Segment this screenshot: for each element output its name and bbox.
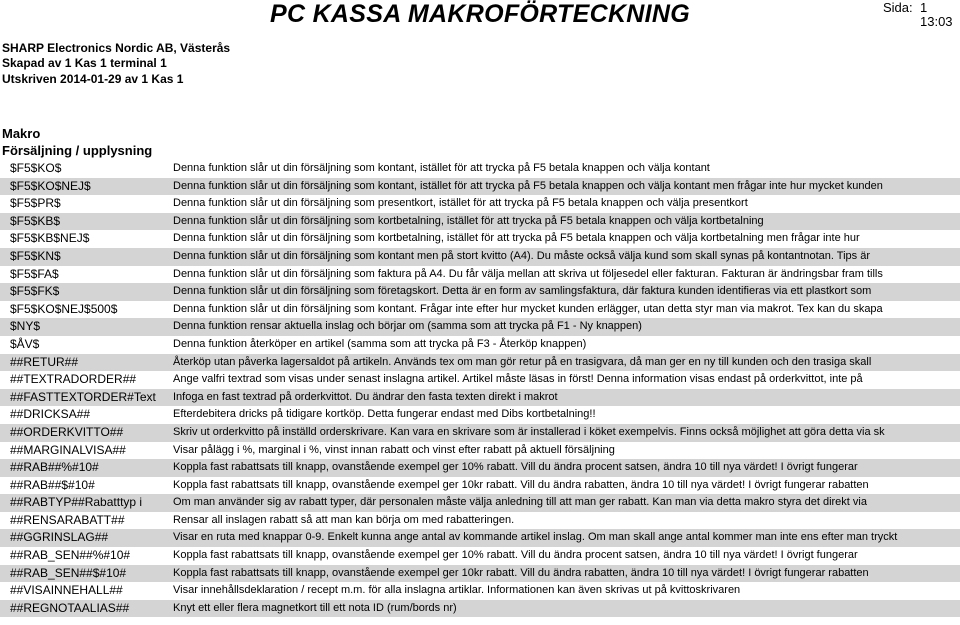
section-title: Makro [2, 126, 41, 141]
page-number: 1 [920, 0, 928, 15]
table-row [0, 160, 960, 178]
macro-description: Knyt ett eller flera magnetkort till ett nota ID (rum/bords nr) [173, 601, 457, 614]
macro-description: Koppla fast rabattsats till knapp, ovanstående exempel ger 10% rabatt. Vill du ändra procent satsen, ändra 10 till nya värdet! I övrigt fungerar [173, 549, 858, 562]
macro-code: ##FASTTEXTORDER#Text [10, 389, 156, 404]
macro-description: Skriv ut orderkvitto på inställd orderskrivare. Kan vara en skrivare som är installerad i köket exempelvis. Finns också möjlighet att göra detta via sk [173, 425, 885, 438]
macro-code: ##TEXTRADORDER## [10, 372, 137, 387]
macro-code: ##RETUR## [10, 354, 79, 369]
table-row [0, 512, 960, 530]
macro-description: Denna funktion återköper en artikel (samma som att trycka på F3 - Återköp knappen) [173, 337, 587, 350]
table-row [0, 213, 960, 231]
macro-table [0, 160, 960, 617]
macro-code: ##RAB_SEN##%#10# [10, 548, 131, 563]
table-row [0, 582, 960, 600]
macro-code: ##RAB##%#10# [10, 460, 99, 475]
macro-description: Denna funktion slår ut din försäljning som kontant. Frågar inte efter hur mycket kunden erlägger, utan detta styr man via makrot. Tex kan du skapa [173, 302, 883, 315]
macro-description: Koppla fast rabattsats till knapp, ovanstående exempel ger 10% rabatt. Vill du ändra procent satsen, ändra 10 till nya värdet! I övrigt fungerar [173, 461, 858, 474]
macro-description: Denna funktion rensar aktuella inslag och börjar om (samma som att trycka på F1 - Ny knappen) [173, 320, 642, 333]
macro-code: ##RABTYP##Rabatttyp i [10, 495, 143, 510]
macro-code: ##RAB##$#10# [10, 477, 95, 492]
report-title: PC KASSA MAKROFÖRTECKNING [270, 0, 691, 28]
macro-description: Denna funktion slår ut din försäljning som kortbetalning, istället för att trycka på F5 betala knappen och välja kortbetalning [173, 214, 764, 227]
macro-description: Visar en ruta med knappar 0-9. Enkelt kunna ange antal av kommande artikel inslag. Om man skall ange antal kommer man inte ens efter man tryckt [173, 531, 898, 544]
table-row [0, 283, 960, 301]
print-time: 13:03 [920, 14, 953, 29]
macro-code: $NY$ [10, 319, 41, 334]
macro-code: $F5$KO$NEJ$500$ [10, 301, 118, 316]
macro-description: Denna funktion slår ut din försäljning som kortbetalning, istället för att trycka på F5 betala knappen och välja kortbetalning men frågar inte hur [173, 232, 860, 245]
table-row [0, 600, 960, 618]
macro-code: $F5$FK$ [10, 284, 60, 299]
macro-description: Koppla fast rabattsats till knapp, ovanstående exempel ger 10kr rabatt. Vill du ändra rabatten, ändra 10 till nya värdet! I övrigt fungerar rabatten [173, 478, 869, 491]
table-row [0, 354, 960, 372]
table-row [0, 547, 960, 565]
table-row [0, 389, 960, 407]
macro-description: Denna funktion slår ut din försäljning som kontant, istället för att trycka på F5 betala knappen och välja kontant [173, 162, 710, 174]
macro-code: ##RAB_SEN##$#10# [10, 565, 127, 580]
macro-description: Efterdebitera dricks på tidigare kortköp. Detta fungerar endast med Dibs kortbetalning!! [173, 408, 596, 421]
macro-code: $F5$FA$ [10, 266, 59, 281]
macro-code: $F5$KO$ [10, 161, 62, 175]
macro-description: Denna funktion slår ut din försäljning som kontant men på stort kvitto (A4). Du måste också välja kund som skall synas på kontantnotan. Tips är [173, 249, 871, 262]
printed-by: Utskriven 2014-01-29 av 1 Kas 1 [2, 72, 184, 86]
macro-code: ##GGRINSLAG## [10, 530, 109, 545]
macro-description: Ange valfri textrad som visas under senast inslagna artikel. Artikel måste läsas in först! Denna information visas endast på orderkvittot, inte på [173, 373, 863, 386]
table-row [0, 230, 960, 248]
table-row [0, 301, 960, 319]
macro-code: ##ORDERKVITTO## [10, 424, 124, 439]
macro-description: Denna funktion slår ut din försäljning som kontant, istället för att trycka på F5 betala knappen och välja kontant men frågar inte hur mycket kunden [173, 179, 883, 192]
macro-code: ##MARGINALVISA## [10, 442, 126, 457]
created-by: Skapad av 1 Kas 1 terminal 1 [2, 56, 167, 70]
table-row [0, 371, 960, 389]
macro-code: $F5$PR$ [10, 196, 61, 211]
table-row [0, 424, 960, 442]
table-row [0, 248, 960, 266]
table-row [0, 178, 960, 196]
table-row [0, 406, 960, 424]
macro-description: Om man använder sig av rabatt typer, där personalen måste välja anledning till att man ger rabatt. Kan man via detta makro styra det direkt via [173, 496, 867, 509]
macro-description: Visar innehållsdeklaration / recept m.m. för alla inslagna artiklar. Informationen kan även skrivas ut på kvittoskrivaren [173, 584, 741, 597]
table-row [0, 442, 960, 460]
macro-description: Infoga en fast textrad på orderkvittot. Du ändrar den fasta texten direkt i makrot [173, 390, 558, 403]
macro-description: Denna funktion slår ut din försäljning som faktura på A4. Du får välja mellan att skriva ut följesedel eller fakturan. Fakturan är ändringsbar fram tills [173, 267, 883, 280]
macro-description: Återköp utan påverka lagersaldot på artikeln. Används tex om man gör retur på en trasigvara, då man ger en ny till kunden och den trasiga skall [173, 355, 872, 368]
macro-code: $F5$KB$NEJ$ [10, 231, 90, 246]
company-name: SHARP Electronics Nordic AB, Västerås [2, 41, 231, 55]
macro-description: Rensar all inslagen rabatt så att man kan börja om med rabatteringen. [173, 513, 515, 526]
macro-code: $F5$KB$ [10, 213, 61, 228]
macro-description: Koppla fast rabattsats till knapp, ovanstående exempel ger 10kr rabatt. Vill du ändra rabatten, ändra 10 till nya värdet! I övrigt fungerar rabatten [173, 566, 869, 579]
section-subtitle: Försäljning / upplysning [2, 143, 153, 158]
table-row [0, 459, 960, 477]
macro-code: ##DRICKSA## [10, 407, 91, 422]
macro-code: ##REGNOTAALIAS## [10, 600, 130, 615]
table-row [0, 195, 960, 213]
table-row [0, 336, 960, 354]
macro-code: $F5$KN$ [10, 248, 61, 263]
table-row [0, 318, 960, 336]
table-row [0, 477, 960, 495]
macro-code: ##VISAINNEHALL## [10, 583, 123, 598]
macro-code: ##RENSARABATT## [10, 512, 125, 527]
macro-description: Visar pålägg i %, marginal i %, vinst innan rabatt och vinst efter rabatt på aktuell försäljning [173, 443, 615, 456]
macro-code: $F5$KO$NEJ$ [10, 178, 91, 193]
macro-description: Denna funktion slår ut din försäljning som företagskort. Detta är en form av samlingsfaktura, där faktura kunden identifieras via ett plastkort som [173, 285, 872, 298]
macro-description: Denna funktion slår ut din försäljning som presentkort, istället för att trycka på F5 betala knappen och välja presentkort [173, 197, 748, 210]
table-row [0, 529, 960, 547]
table-row [0, 494, 960, 512]
table-row [0, 565, 960, 583]
macro-code: $ÅV$ [10, 336, 40, 351]
table-row [0, 266, 960, 284]
page-label: Sida: [883, 0, 913, 15]
